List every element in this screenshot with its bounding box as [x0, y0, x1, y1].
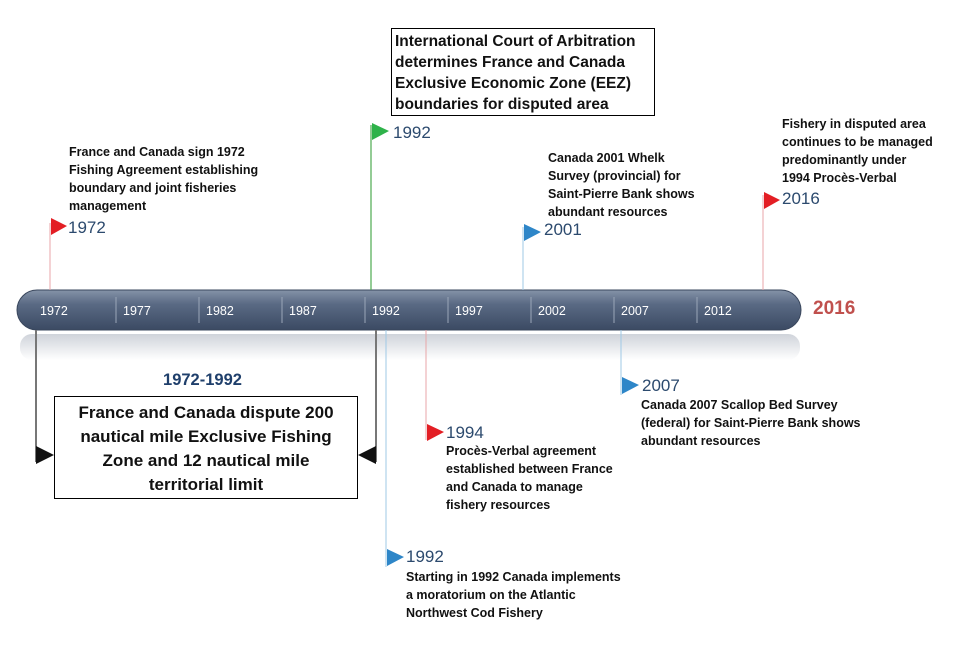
bracket-right-arrow — [358, 446, 376, 464]
flag-2001 — [524, 224, 541, 241]
tick-label-1997: 1997 — [455, 304, 483, 318]
event-1992-court-box: International Court of Arbitration determines France and Canada Exclusive Economic Zone (EEZ) boundaries for disputed area — [391, 28, 655, 116]
flag-1972 — [51, 218, 67, 235]
event-1994-year: 1994 — [446, 423, 484, 442]
timeline-bar-reflection — [20, 334, 800, 360]
flag-2016 — [764, 192, 780, 209]
tick-label-1992: 1992 — [372, 304, 400, 318]
event-1972-text: France and Canada sign 1972 Fishing Agreement establishing boundary and joint fisheries management — [69, 145, 259, 213]
tick-label-1972: 1972 — [40, 304, 68, 318]
tick-label-1977: 1977 — [123, 304, 151, 318]
tick-label-2007: 2007 — [621, 304, 649, 318]
tick-label-1982: 1982 — [206, 304, 234, 318]
tick-label-1987: 1987 — [289, 304, 317, 318]
event-2007-year: 2007 — [642, 376, 680, 395]
event-1992-court-year: 1992 — [393, 123, 431, 142]
event-1992-moratorium-year: 1992 — [406, 547, 444, 566]
dispute-range: 1972-1992 — [163, 371, 242, 389]
tick-label-2002: 2002 — [538, 304, 566, 318]
timeline-end-year: 2016 — [813, 298, 856, 319]
event-2001-text: Canada 2001 Whelk Survey (provincial) for Saint-Pierre Bank shows abundant resources — [548, 151, 695, 219]
event-2016-year: 2016 — [782, 189, 820, 208]
tick-label-2012: 2012 — [704, 304, 732, 318]
bracket-left-arrow — [36, 446, 54, 464]
event-1992-moratorium-text: Starting in 1992 Canada implements a moratorium on the Atlantic Northwest Cod Fishery — [406, 570, 621, 620]
flag-1994 — [427, 424, 444, 441]
event-1972-year: 1972 — [68, 218, 106, 237]
flag-1992-moratorium — [387, 549, 404, 566]
flag-2007 — [622, 377, 639, 394]
event-2016-text: Fishery in disputed area continues to be managed predominantly under 1994 Procès-Verbal — [782, 117, 933, 185]
event-2001-year: 2001 — [544, 220, 582, 239]
event-2007-text: Canada 2007 Scallop Bed Survey (federal) for Saint-Pierre Bank shows abundant resources — [641, 398, 861, 448]
event-1994-text: Procès-Verbal agreement established between France and Canada to manage fishery resources — [446, 444, 613, 512]
flag-1992-court — [372, 123, 389, 140]
dispute-box: France and Canada dispute 200 nautical mile Exclusive Fishing Zone and 12 nautical mile territorial limit — [54, 396, 358, 499]
